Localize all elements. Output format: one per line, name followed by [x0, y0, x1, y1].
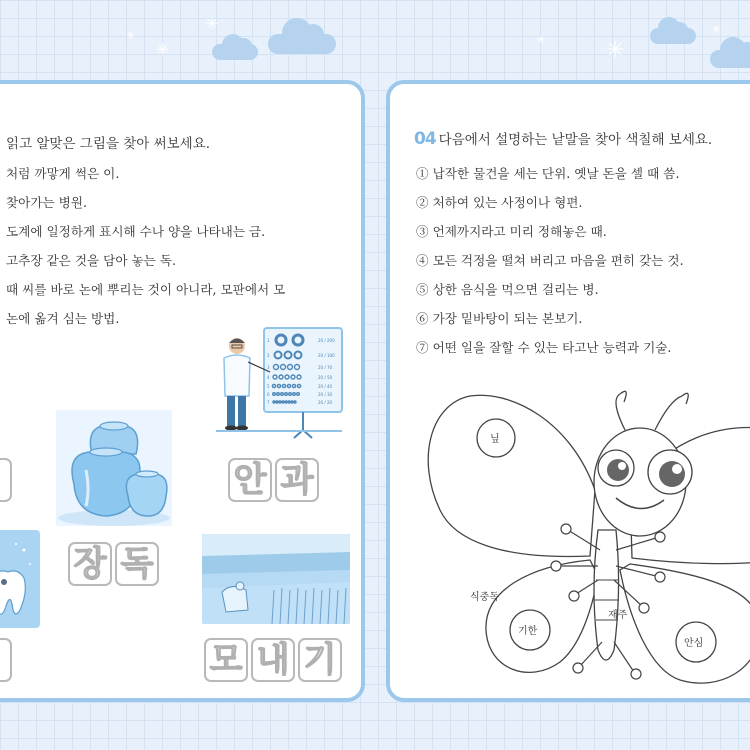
butterfly-word: 안심 [684, 638, 704, 649]
answer-box[interactable] [0, 458, 12, 502]
doctor-coat [224, 355, 250, 396]
butterfly-word: 기한 [518, 626, 538, 637]
left-worksheet-page [0, 80, 365, 702]
answer-box[interactable]: 과 [275, 458, 319, 502]
wing-lower-right [620, 564, 750, 683]
cloud-decoration [212, 44, 258, 60]
sparkle-icon: ✳ [536, 33, 547, 47]
jar-small [126, 474, 167, 516]
butterfly-word: 닢 [490, 434, 500, 445]
left-clue-line: 도계에 일정하게 표시해 수나 양을 나타내는 금. [6, 224, 266, 239]
svg-text:20 / 50: 20 / 50 [318, 375, 333, 380]
butterfly-eye [659, 461, 685, 487]
answer-box[interactable]: 장 [68, 542, 112, 586]
right-clue-line: ④ 모든 걱정을 떨쳐 버리고 마음을 편히 갖는 것. [416, 253, 684, 268]
right-worksheet-page [386, 80, 750, 702]
svg-text:20 / 30: 20 / 30 [318, 392, 333, 397]
tooth-illustration [0, 530, 40, 628]
farmer-figure [222, 586, 248, 612]
right-page-heading [414, 128, 712, 149]
left-clue-line: 때 씨를 바로 논에 뿌리는 것이 아니라, 모판에서 모 [6, 282, 286, 297]
svg-text:7: 7 [267, 400, 270, 405]
left-clue-line: 처럼 까맣게 썩은 이. [6, 166, 120, 181]
svg-text:20 / 100: 20 / 100 [318, 353, 335, 358]
right-clue-line: ⑦ 어떤 일을 잘할 수 있는 타고난 능력과 기술. [416, 340, 672, 355]
right-clue-line: ③ 언제까지라고 미리 정해놓은 때. [416, 224, 607, 239]
butterfly-word: 재주 [608, 610, 628, 621]
butterfly-word: 식중독 [470, 592, 499, 603]
sparkle-icon: ✳ [712, 23, 722, 36]
exercise-number: 04 [414, 129, 436, 149]
svg-text:20 / 20: 20 / 20 [318, 400, 333, 405]
svg-text:2: 2 [267, 353, 270, 358]
left-clue-line: 논에 옮겨 심는 방법. [6, 311, 120, 326]
right-clue-line: ⑤ 상한 음식을 먹으면 걸리는 병. [416, 282, 599, 297]
svg-text:3: 3 [267, 365, 270, 370]
butterfly-body [594, 530, 619, 660]
svg-text:20 / 70: 20 / 70 [318, 365, 333, 370]
svg-text:6: 6 [267, 392, 270, 397]
cloud-decoration [710, 50, 750, 68]
answer-box[interactable]: 모 [204, 638, 248, 682]
jar-illustration [56, 410, 172, 526]
sparkle-icon: ✳ [126, 29, 136, 42]
sparkle-icon: ✳ [156, 40, 170, 59]
right-clue-line: ⑥ 가장 밑바탕이 되는 본보기. [416, 311, 583, 326]
left-clue-line: 찾아가는 병원. [6, 195, 87, 210]
left-clue-list [6, 164, 285, 338]
left-page-heading: 읽고 알맞은 그림을 찾아 써보세요. [6, 136, 211, 152]
answer-box[interactable] [0, 638, 12, 682]
butterfly-eye [607, 459, 629, 481]
exercise-instruction: 다음에서 설명하는 낱말을 찾아 색칠해 보세요. [438, 132, 713, 148]
sparkle-icon: ✳ [606, 38, 625, 63]
answer-box[interactable]: 내 [251, 638, 295, 682]
butterfly-coloring-figure [420, 380, 750, 698]
svg-text:4: 4 [267, 375, 270, 380]
answer-box[interactable]: 안 [228, 458, 272, 502]
left-clue-line: 고추장 같은 것을 담아 놓는 독. [6, 253, 177, 268]
right-clue-line: ② 처하여 있는 사정이나 형편. [416, 195, 583, 210]
sparkle-icon: ✳ [205, 14, 219, 33]
answer-box[interactable]: 기 [298, 638, 342, 682]
cloud-decoration [268, 34, 336, 54]
svg-text:1: 1 [267, 338, 270, 343]
right-clue-list [416, 164, 684, 367]
svg-text:20 / 200: 20 / 200 [318, 338, 335, 343]
right-clue-line: ① 납작한 물건을 세는 단위. 옛날 돈을 셀 때 씀. [416, 166, 680, 181]
svg-text:5: 5 [267, 384, 270, 389]
rice-field-illustration [202, 534, 350, 624]
cloud-decoration [650, 28, 696, 44]
answer-box[interactable]: 독 [115, 542, 159, 586]
eye-doctor-illustration [214, 326, 344, 454]
svg-text:20 / 40: 20 / 40 [318, 384, 333, 389]
